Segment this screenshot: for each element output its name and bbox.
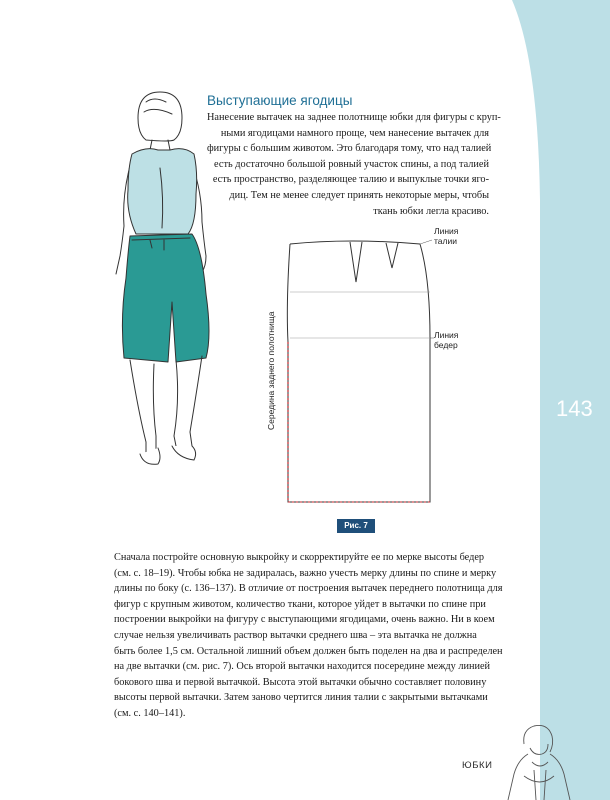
intro-line: диц. Тем не менее следует принять некоторые меры, чтобы (229, 189, 489, 201)
waist-label-line: Линия (434, 226, 459, 236)
intro-line: есть пространство, разделяющее талию и выпуклые точки яго- (212, 174, 489, 186)
body-line: построении выкройки на фигуру с выступающими ягодицами, очень важно. Ни в коем (114, 614, 495, 626)
body-line: высоты первой вытачки. Затем заново чертится линия талии с закрытыми вытачками (114, 692, 488, 704)
intro-line: Нанесение вытачек на заднее полотнище юбки для фигуры с круп- (207, 112, 501, 123)
hip-label-line: бедер (434, 340, 458, 350)
waist-line-label (434, 226, 458, 246)
body-paragraph (114, 550, 503, 722)
body-line: быть более 1,5 см. Остальной лишний объем должен быть поделен на два и распределен (114, 645, 503, 657)
body-line: длины по боку (с. 136–137). В отличие от построения вытачек переднего полотнища для (114, 583, 503, 595)
body-line: на две вытачки (см. рис. 7). Ось второй вытачки находится посередине между линией (114, 661, 491, 673)
body-line: бокового шва и первой вытачкой. Высота этой вытачки обычно составляет половину (114, 676, 487, 688)
body-line: (см. с. 18–19). Чтобы юбка не задиралась, важно учесть мерку длины по спине и мерку (114, 567, 497, 579)
intro-paragraph (207, 110, 501, 219)
hip-label-line: Линия (434, 330, 459, 340)
body-line: (см. с. 140–141). (114, 707, 186, 719)
intro-line: ными ягодицами намного проще, чем нанесение вытачек для (220, 127, 489, 139)
intro-line: фигуры с большим животом. Это благодаря тому, что над талией (207, 143, 492, 155)
body-line: случае нельзя увеличивать раствор вытачки среднего шва – эта вытачка не должна (114, 629, 477, 641)
hip-line-label (434, 330, 458, 350)
body-line: Сначала постройте основную выкройку и скорректируйте ее по мерке высоты бедер (114, 552, 485, 563)
page-number: 143 (556, 396, 593, 421)
woman-back-view-illustration (110, 88, 220, 488)
section-heading: Выступающие ягодицы (207, 93, 353, 108)
center-back-label: Середина заднего полотнища (266, 311, 276, 430)
body-line: фигур с крупным животом, количество ткани, которое уйдет в вытачки по спине при (114, 598, 486, 610)
corner-figure-illustration (500, 714, 580, 800)
figure-caption: Рис. 7 (337, 519, 375, 533)
section-label: ЮБКИ (462, 760, 493, 771)
intro-line: есть достаточно большой ровный участок спины, а под талией (214, 158, 489, 170)
intro-line: ткань юбки легла красиво. (373, 205, 489, 217)
back-skirt-pattern-diagram (266, 218, 436, 518)
waist-label-line: талии (434, 236, 457, 246)
